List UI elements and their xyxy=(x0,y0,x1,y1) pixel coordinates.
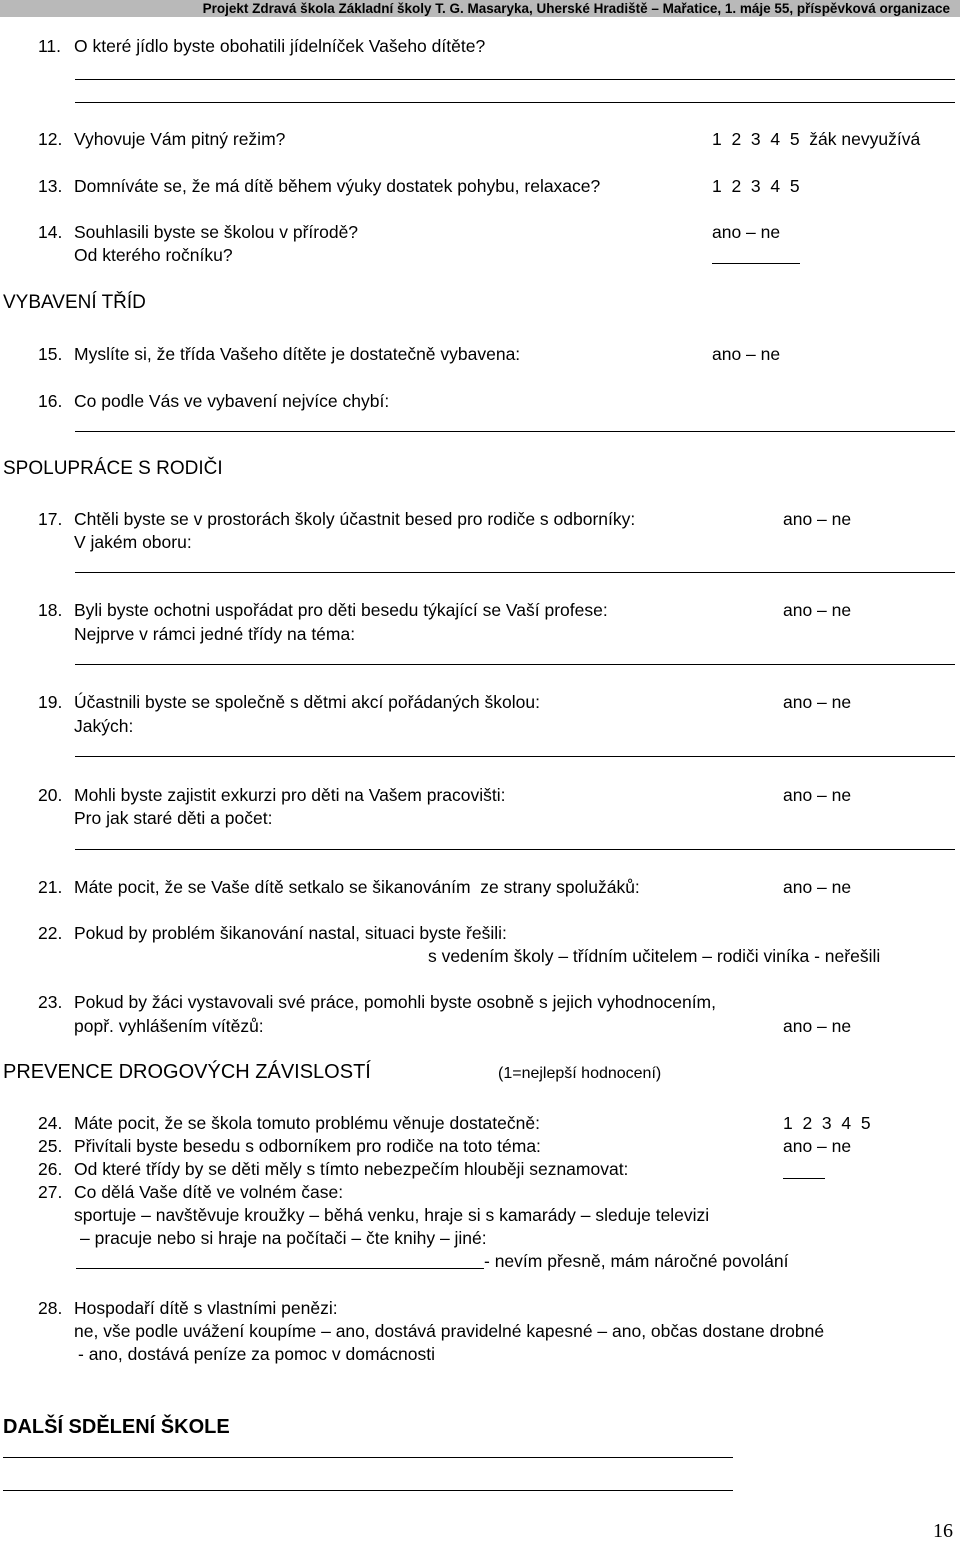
answer-line xyxy=(75,756,955,757)
q21-number: 21. xyxy=(38,877,63,897)
q11-text: O které jídlo byste obohatili jídelníček Vašeho dítěte? xyxy=(74,36,486,56)
q12-answer: 1 2 3 4 5 žák nevyužívá xyxy=(712,129,921,149)
answer-line xyxy=(3,1457,733,1458)
section-prevence-heading: PREVENCE DROGOVÝCH ZÁVISLOSTÍ xyxy=(3,1061,371,1083)
section-vybaveni-heading: VYBAVENÍ TŘÍD xyxy=(3,292,146,313)
q14-number: 14. xyxy=(38,222,63,242)
q25-number: 25. xyxy=(38,1136,63,1156)
q23-answer: ano – ne xyxy=(783,1016,852,1036)
q18-number: 18. xyxy=(38,600,63,620)
q28-number: 28. xyxy=(38,1298,63,1318)
q20-text: Mohli byste zajistit exkurzi pro děti na Vašem pracovišti: xyxy=(74,785,506,805)
q26-number: 26. xyxy=(38,1159,63,1179)
q22-number: 22. xyxy=(38,923,63,943)
q14-text: Souhlasili byste se školou v přírodě? xyxy=(74,222,359,242)
q18-text: Byli byste ochotni uspořádat pro děti besedu týkající se Vaší profese: xyxy=(74,600,608,620)
q17-sub: V jakém oboru: xyxy=(74,532,192,552)
q27-options-line1: sportuje – navštěvuje kroužky – běhá venku, hraje si s kamarády – sleduje televizi xyxy=(74,1205,710,1225)
q21-answer: ano – ne xyxy=(783,877,852,897)
q27-number: 27. xyxy=(38,1182,63,1202)
q16-number: 16. xyxy=(38,391,63,411)
q26-text: Od které třídy by se děti měly s tímto nebezpečím hlouběji seznamovat: xyxy=(74,1159,629,1179)
q15-answer: ano – ne xyxy=(712,344,781,364)
q23-sub: popř. vyhlášením vítězů: xyxy=(74,1016,264,1036)
answer-line xyxy=(75,849,955,850)
q15-number: 15. xyxy=(38,344,63,364)
q17-answer: ano – ne xyxy=(783,509,852,529)
q12-text: Vyhovuje Vám pitný režim? xyxy=(74,129,286,149)
q13-text: Domníváte se, že má dítě během výuky dostatek pohybu, relaxace? xyxy=(74,176,601,196)
answer-line xyxy=(75,431,955,432)
q17-number: 17. xyxy=(38,509,63,529)
q19-number: 19. xyxy=(38,692,63,712)
q24-number: 24. xyxy=(38,1113,63,1133)
q21-text: Máte pocit, že se Vaše dítě setkalo se šikanováním ze strany spolužáků: xyxy=(74,877,640,897)
page-header xyxy=(0,0,960,17)
q18-sub: Nejprve v rámci jedné třídy na téma: xyxy=(74,624,356,644)
q12-number: 12. xyxy=(38,129,63,149)
q13-answer: 1 2 3 4 5 xyxy=(712,176,800,196)
q14-sub: Od kterého ročníku? xyxy=(74,245,233,265)
q23-text: Pokud by žáci vystavovali své práce, pomohli byste osobně s jejich vyhodnocením, xyxy=(74,992,716,1012)
q28-options-line2: - ano, dostává peníze za pomoc v domácnosti xyxy=(78,1344,436,1364)
q13-number: 13. xyxy=(38,176,63,196)
q23-number: 23. xyxy=(38,992,63,1012)
q25-text: Přivítali byste besedu s odborníkem pro rodiče na toto téma: xyxy=(74,1136,541,1156)
q25-answer: ano – ne xyxy=(783,1136,852,1156)
rating-note: (1=nejlepší hodnocení) xyxy=(498,1065,662,1082)
answer-line xyxy=(3,1490,733,1491)
answer-line xyxy=(75,572,955,573)
q22-text: Pokud by problém šikanování nastal, situaci byste řešili: xyxy=(74,923,507,943)
q18-answer: ano – ne xyxy=(783,600,852,620)
q17-text: Chtěli byste se v prostorách školy účastnit besed pro rodiče s odborníky: xyxy=(74,509,636,529)
q19-text: Účastnili byste se společně s dětmi akcí pořádaných školou: xyxy=(74,692,540,712)
q24-answer: 1 2 3 4 5 xyxy=(783,1113,871,1133)
q20-number: 20. xyxy=(38,785,63,805)
q20-answer: ano – ne xyxy=(783,785,852,805)
q15-text: Myslíte si, že třída Vašeho dítěte je dostatečně vybavena: xyxy=(74,344,521,364)
q11-number: 11. xyxy=(38,36,62,56)
q27-options-line3: - nevím přesně, mám náročné povolání xyxy=(484,1251,789,1271)
q16-text: Co podle Vás ve vybavení nejvíce chybí: xyxy=(74,391,390,411)
page-number: 16 xyxy=(933,1520,953,1542)
answer-line xyxy=(75,664,955,665)
answer-line xyxy=(712,263,800,264)
answer-line xyxy=(75,79,955,80)
q20-sub: Pro jak staré děti a počet: xyxy=(74,808,273,828)
q27-text: Co dělá Vaše dítě ve volném čase: xyxy=(74,1182,344,1202)
answer-line xyxy=(76,1268,484,1269)
q28-text: Hospodaří dítě s vlastními penězi: xyxy=(74,1298,338,1318)
q19-answer: ano – ne xyxy=(783,692,852,712)
q14-answer: ano – ne xyxy=(712,222,781,242)
section-spoluprace-heading: SPOLUPRÁCE S RODIČI xyxy=(3,458,223,479)
header-text: Projekt Zdravá škola Základní školy T. G. Masaryka, Uherské Hradiště – Mařatice, 1. máje 55, příspěvková organizace xyxy=(202,1,950,16)
q24-text: Máte pocit, že se škola tomuto problému věnuje dostatečně: xyxy=(74,1113,540,1133)
q27-options-line2: – pracuje nebo si hraje na počítači – čte knihy – jiné: xyxy=(80,1228,487,1248)
q19-sub: Jakých: xyxy=(74,716,134,736)
q28-options-line1: ne, vše podle uvážení koupíme – ano, dostává pravidelné kapesné – ano, občas dostane drobné xyxy=(74,1321,825,1341)
answer-line xyxy=(783,1178,825,1179)
q22-options: s vedením školy – třídním učitelem – rodiči viníka - neřešili xyxy=(428,946,881,966)
answer-line xyxy=(75,102,955,103)
section-dalsi-heading: DALŠÍ SDĚLENÍ ŠKOLE xyxy=(3,1416,230,1438)
